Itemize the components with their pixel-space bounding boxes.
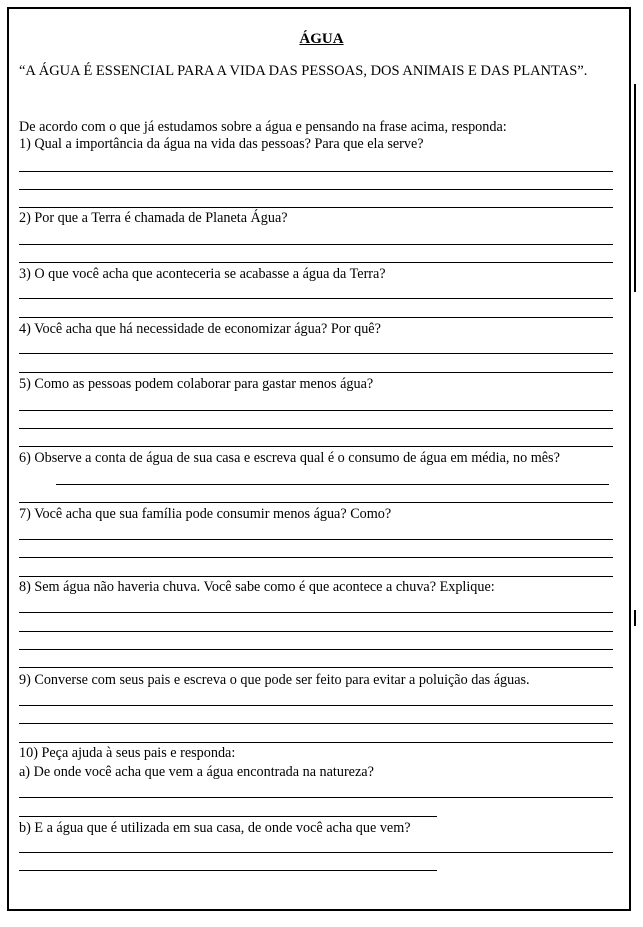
answer-line[interactable] — [19, 353, 613, 354]
question-10a: a) De onde você acha que vem a água encontrada na natureza? — [19, 764, 374, 780]
edge-mark — [634, 84, 636, 292]
answer-line[interactable] — [19, 576, 613, 577]
edge-mark — [634, 610, 636, 626]
answer-line[interactable] — [19, 797, 613, 798]
answer-line-inline[interactable] — [56, 484, 609, 485]
answer-line[interactable] — [19, 189, 613, 190]
answer-line[interactable] — [19, 723, 613, 724]
answer-line[interactable] — [19, 631, 613, 632]
answer-line[interactable] — [19, 539, 613, 540]
question-10b: b) E a água que é utilizada em sua casa, de onde você acha que vem? — [19, 820, 411, 836]
question-6: 6) Observe a conta de água de sua casa e escreva qual é o consumo de água em média, no mês? — [19, 450, 560, 466]
answer-line[interactable] — [19, 852, 613, 853]
answer-line[interactable] — [19, 207, 613, 208]
answer-line[interactable] — [19, 410, 613, 411]
answer-line[interactable] — [19, 298, 613, 299]
answer-line[interactable] — [19, 244, 613, 245]
question-5: 5) Como as pessoas podem colaborar para gastar menos água? — [19, 376, 374, 392]
question-3: 3) O que você acha que aconteceria se acabasse a água da Terra? — [19, 266, 386, 282]
answer-line[interactable] — [19, 171, 613, 172]
answer-line[interactable] — [19, 446, 613, 447]
answer-line[interactable] — [19, 742, 613, 743]
question-2: 2) Por que a Terra é chamada de Planeta Água? — [19, 210, 288, 226]
answer-line[interactable] — [19, 262, 613, 263]
answer-line-short[interactable] — [19, 816, 437, 817]
worksheet-title: ÁGUA — [299, 31, 344, 47]
question-9: 9) Converse com seus pais e escreva o que pode ser feito para evitar a poluição das águas. — [19, 672, 530, 688]
answer-line[interactable] — [19, 317, 613, 318]
question-4: 4) Você acha que há necessidade de economizar água? Por quê? — [19, 321, 381, 337]
question-7: 7) Você acha que sua família pode consumir menos água? Como? — [19, 506, 392, 522]
answer-line[interactable] — [19, 372, 613, 373]
answer-line[interactable] — [19, 667, 613, 668]
answer-line[interactable] — [19, 428, 613, 429]
answer-line[interactable] — [19, 705, 613, 706]
answer-line[interactable] — [19, 502, 613, 503]
question-8: 8) Sem água não haveria chuva. Você sabe como é que acontece a chuva? Explique: — [19, 579, 495, 595]
answer-line[interactable] — [19, 649, 613, 650]
answer-line[interactable] — [19, 557, 613, 558]
intro-text: De acordo com o que já estudamos sobre a água e pensando na frase acima, responda: — [19, 119, 507, 135]
answer-line-short[interactable] — [19, 870, 437, 871]
answer-line[interactable] — [19, 612, 613, 613]
question-1: 1) Qual a importância da água na vida das pessoas? Para que ela serve? — [19, 136, 424, 152]
quote-text: “A ÁGUA É ESSENCIAL PARA A VIDA DAS PESSOAS, DOS ANIMAIS E DAS PLANTAS”. — [19, 63, 588, 79]
question-10: 10) Peça ajuda à seus pais e responda: — [19, 745, 236, 761]
